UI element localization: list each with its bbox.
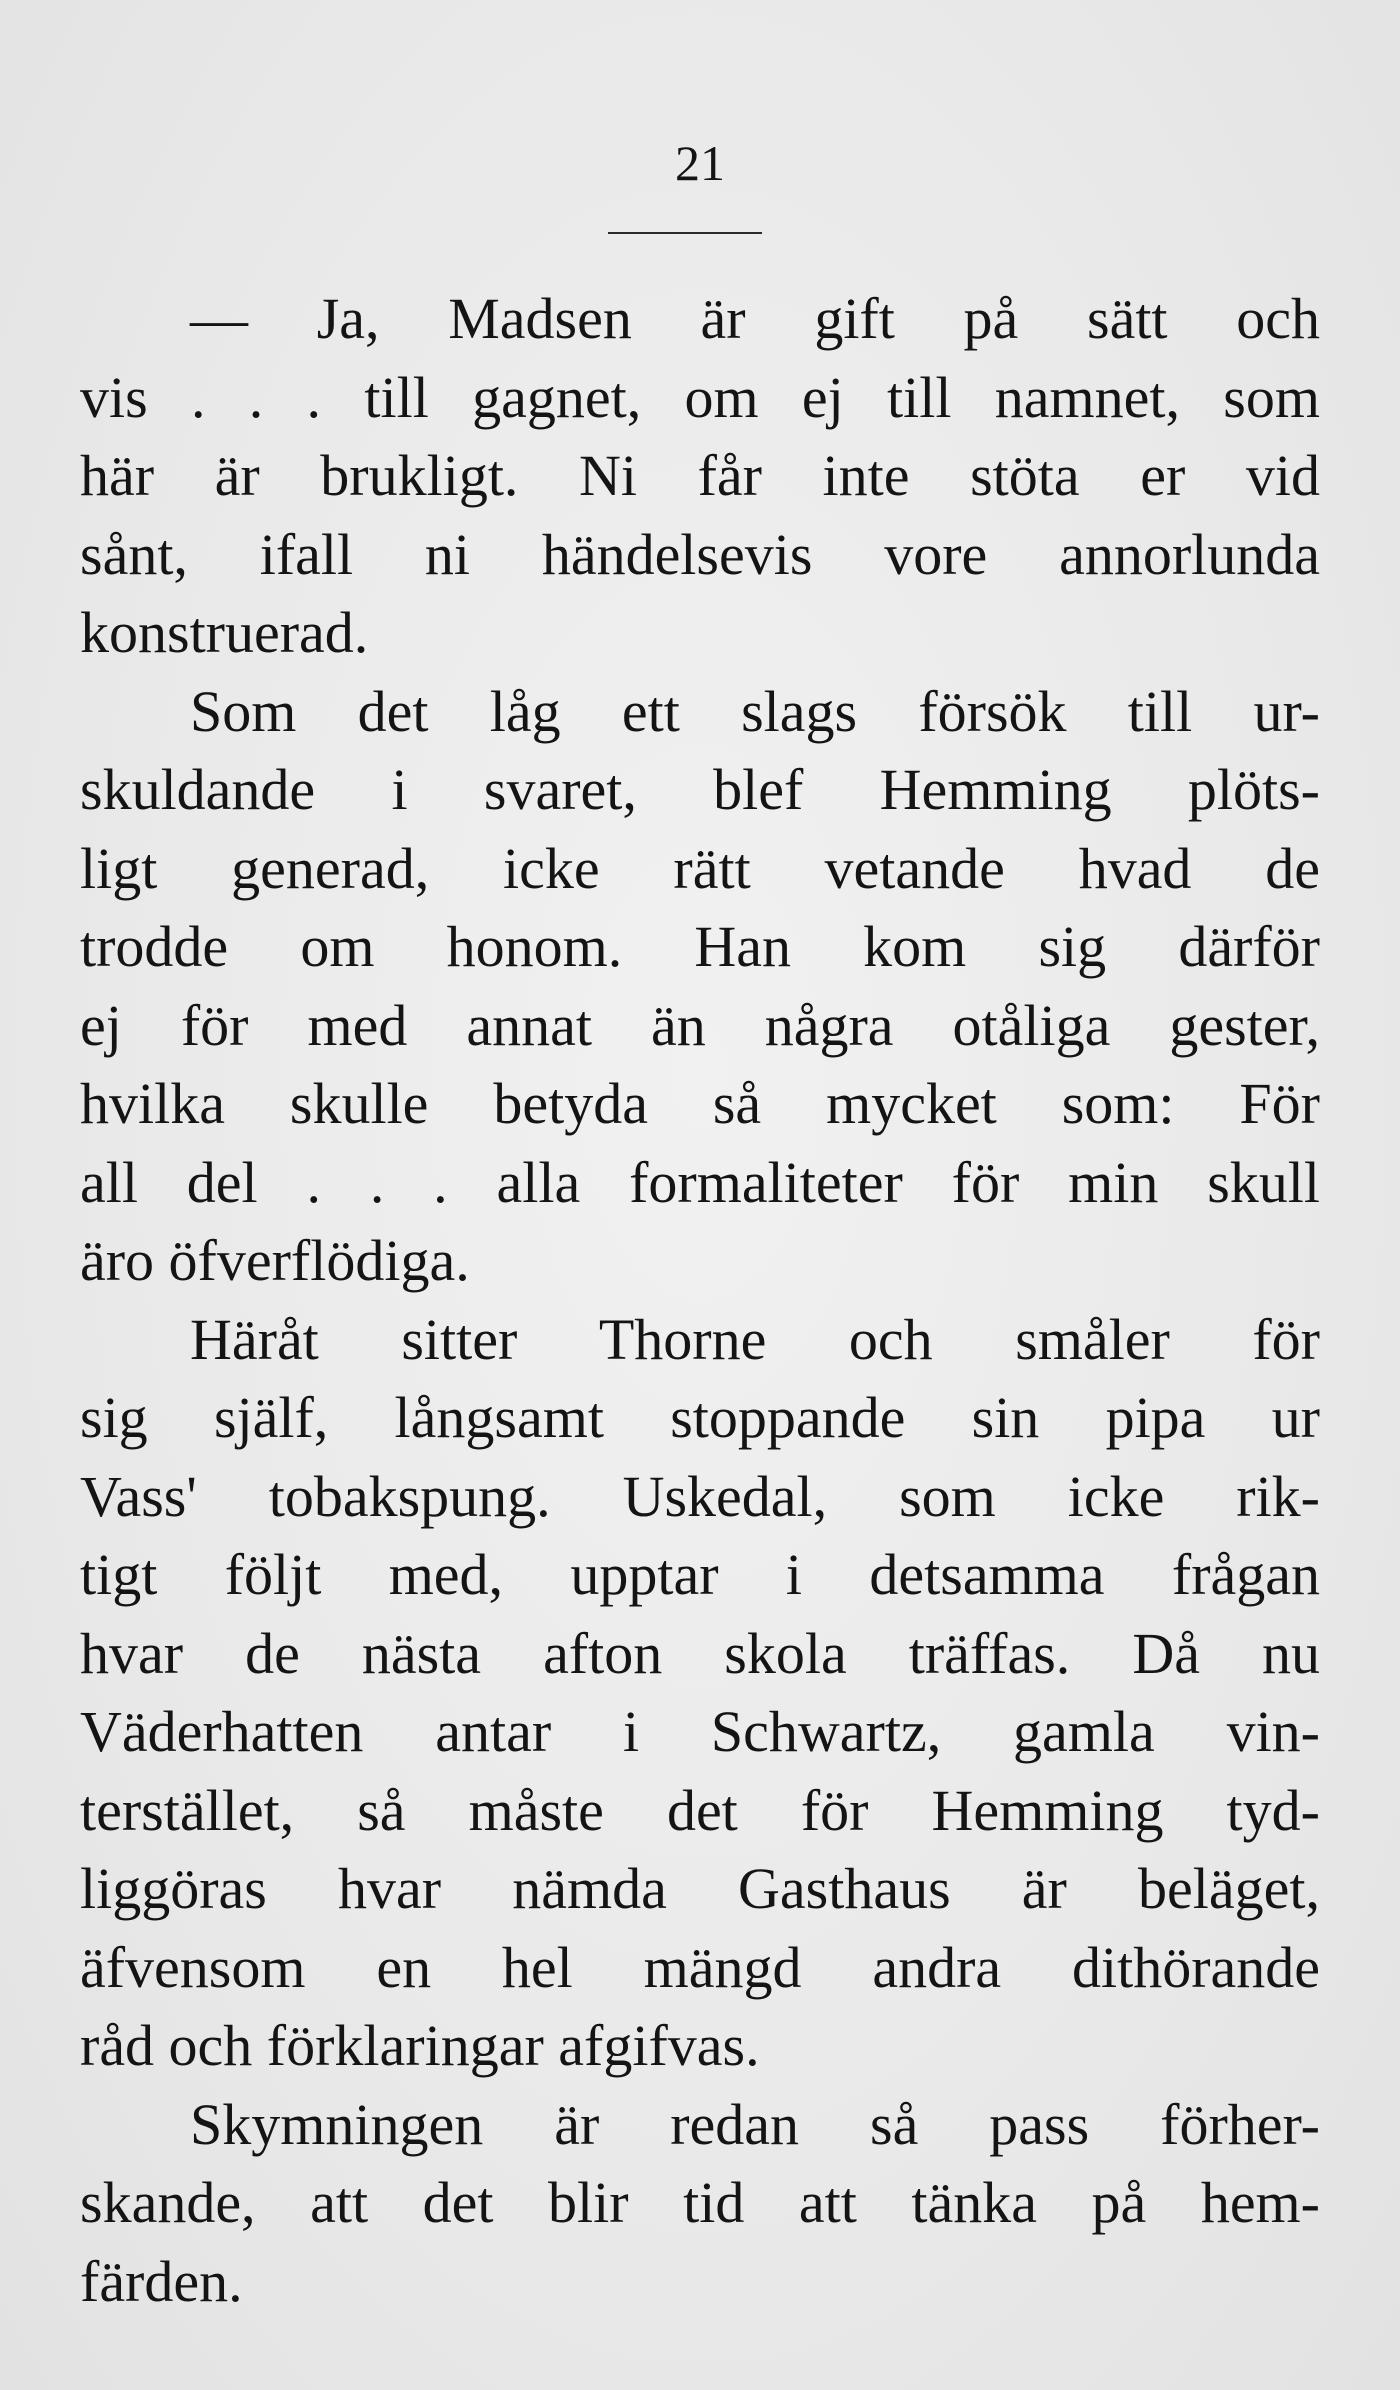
text-line: Som det låg ett slags försök till ur- bbox=[190, 678, 1320, 744]
text-line: hvilka skulle betyda så mycket som: För bbox=[80, 1071, 1320, 1136]
text-line: konstruerad. bbox=[80, 600, 369, 665]
text-line: skuldande i svaret, blef Hemming plöts- bbox=[80, 757, 1320, 822]
text-line: tigt följt med, upptar i detsamma frågan bbox=[80, 1542, 1320, 1607]
text-line: sånt, ifall ni händelsevis vore annorlunda bbox=[80, 521, 1320, 587]
text-line: äfvensom en hel mängd andra dithörande bbox=[80, 1934, 1320, 2000]
text-line: hvar de nästa afton skola träffas. Då nu bbox=[80, 1620, 1320, 1686]
text-line: ligt generad, icke rätt vetande hvad de bbox=[80, 835, 1320, 901]
text-line: terstället, så måste det för Hemming tyd- bbox=[80, 1777, 1320, 1843]
text-line: råd och förklaringar afgifvas. bbox=[80, 2013, 760, 2078]
text-line: här är brukligt. Ni får inte stöta er vid bbox=[80, 443, 1320, 508]
body-text bbox=[80, 280, 1320, 2321]
text-line: liggöras hvar nämda Gasthaus är beläget, bbox=[80, 1856, 1320, 1921]
text-line: Vass' tobakspung. Uskedal, som icke rik- bbox=[80, 1463, 1320, 1529]
text-line: färden. bbox=[80, 2248, 243, 2314]
page-number: 21 bbox=[675, 135, 725, 191]
text-line: all del . . . alla formaliteter för min skull bbox=[80, 1149, 1320, 1215]
text-line: trodde om honom. Han kom sig därför bbox=[80, 914, 1320, 979]
text-line: ej för med annat än några otåliga gester, bbox=[80, 992, 1320, 1058]
text-line: sig själf, långsamt stoppande sin pipa ur bbox=[80, 1385, 1320, 1450]
text-line: vis . . . till gagnet, om ej till namnet, som bbox=[80, 364, 1320, 430]
text-line: Skymningen är redan så pass förher- bbox=[190, 2091, 1320, 2157]
header-rule bbox=[608, 232, 762, 234]
text-line: äro öfverflödiga. bbox=[80, 1228, 470, 1293]
text-line: — Ja, Madsen är gift på sätt och bbox=[190, 286, 1320, 351]
text-line: Häråt sitter Thorne och småler för bbox=[190, 1306, 1320, 1372]
text-line: skande, att det blir tid att tänka på hem- bbox=[80, 2170, 1320, 2235]
text-line: Väderhatten antar i Schwartz, gamla vin- bbox=[80, 1699, 1320, 1764]
